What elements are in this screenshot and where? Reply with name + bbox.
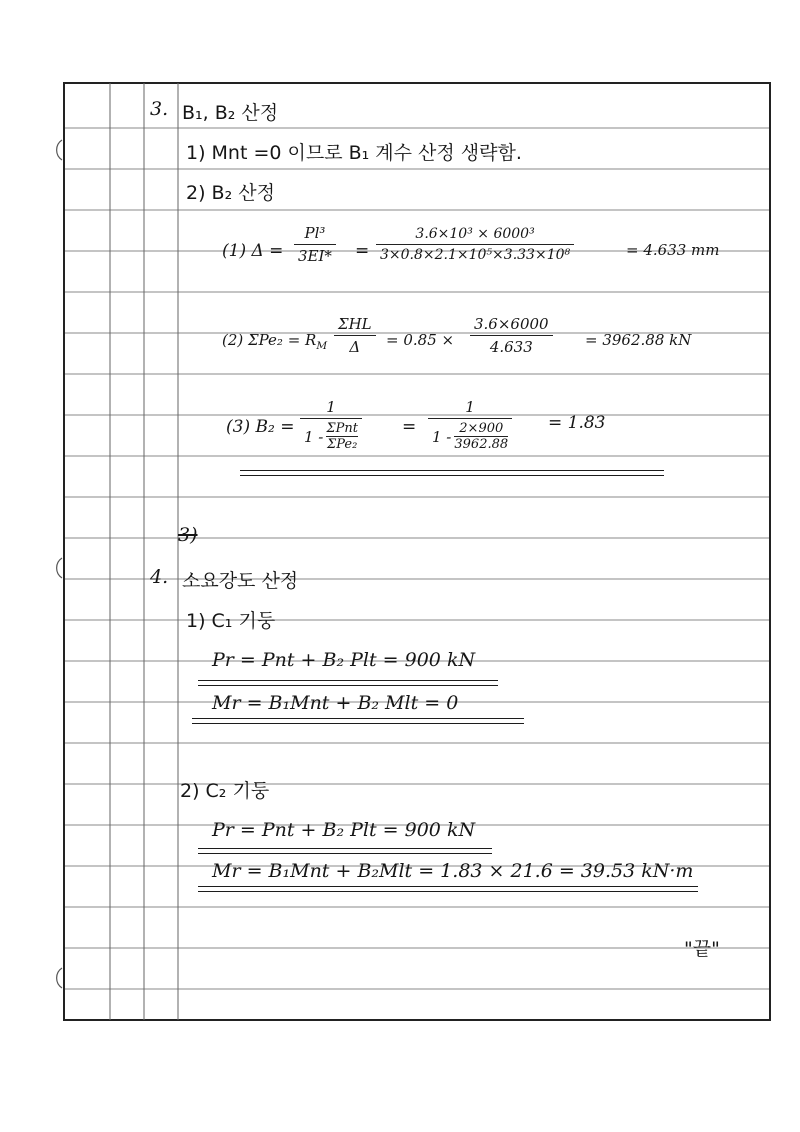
eq3-result: = 1.83 [548, 413, 606, 433]
eq3-f1-inner-den: ΣPe₂ [327, 437, 358, 452]
end-mark: "끝" [684, 938, 720, 960]
eq3-f1-denominator [300, 418, 362, 452]
punch-hole-middle [57, 558, 62, 578]
eq1-label: (1) Δ = [222, 241, 284, 261]
c2-mr-underline-2 [198, 891, 698, 892]
eq3-fraction-1 [300, 398, 362, 452]
eq1-equals: = [355, 241, 370, 261]
section3-number: 3. [150, 98, 169, 120]
eq1-lhs-denominator: 3EI* [294, 244, 336, 265]
c1-mr-underline [192, 718, 524, 719]
eq3-equals: = [402, 417, 417, 437]
eq3-double-underline-1 [240, 470, 664, 471]
c2-title: 2) C₂ 기둥 [180, 780, 270, 802]
eq3-label: (3) B₂ = [226, 417, 295, 437]
c1-pr-underline [198, 680, 498, 681]
c2-mr-underline [198, 886, 698, 887]
eq1-lhs-fraction [294, 224, 336, 265]
eq3-f1-inner-num: ΣPnt [326, 421, 358, 436]
eq3-f1-den-prefix: 1 - [304, 427, 324, 446]
eq1-rhs-fraction [376, 226, 574, 263]
eq2-f1-numerator: ΣHL [338, 315, 372, 333]
eq2-result: = 3962.88 kN [585, 331, 692, 349]
eq2-f1-denominator: Δ [334, 335, 376, 356]
eq3-double-underline-2 [240, 475, 664, 476]
section3-item1: 1) Mnt =0 이므로 B₁ 계수 산정 생략함. [186, 142, 522, 164]
eq3-f2-den-prefix: 1 - [432, 427, 452, 446]
c1-pr-underline-2 [198, 685, 498, 686]
eq3-f2-denominator [428, 418, 512, 452]
c1-mr-equation: Mr = B₁Mnt + B₂ Mlt = 0 [212, 692, 459, 714]
c1-pr-equation: Pr = Pnt + B₂ Plt = 900 kN [212, 649, 476, 671]
eq3-f1-numerator: 1 [326, 398, 336, 416]
punch-hole-bottom [57, 968, 62, 988]
c2-pr-underline [198, 848, 492, 849]
eq3-f2-inner-num: 2×900 [459, 421, 504, 436]
eq1-rhs-denominator: 3×0.8×2.1×10⁵×3.33×10⁸ [376, 244, 574, 263]
c2-mr-equation: Mr = B₁Mnt + B₂Mlt = 1.83 × 21.6 = 39.53 kN·m [212, 860, 694, 882]
eq2-f2-denominator: 4.633 [470, 335, 553, 356]
eq2-label-sub: M [316, 340, 328, 352]
c1-title: 1) C₁ 기둥 [186, 610, 276, 632]
eq3-f1-inner-fraction [326, 421, 358, 452]
eq3-fraction-2 [428, 398, 512, 452]
section3-item2: 2) B₂ 산정 [186, 182, 275, 204]
struck-item: 3) [178, 524, 198, 546]
section4-heading: 소요강도 산정 [182, 570, 299, 592]
eq1-rhs-numerator: 3.6×10³ × 6000³ [415, 226, 535, 242]
eq1-lhs-numerator: Pl³ [304, 224, 326, 242]
eq3-f2-inner-den: 3962.88 [454, 437, 509, 452]
eq2-f2-numerator: 3.6×6000 [474, 315, 549, 333]
eq2-fraction-1 [334, 315, 376, 356]
eq2-label [222, 331, 327, 352]
eq3-f2-inner-fraction [454, 421, 508, 452]
eq1-result: = 4.633 mm [626, 241, 720, 259]
c2-pr-equation: Pr = Pnt + B₂ Plt = 900 kN [212, 819, 476, 841]
section4-number: 4. [150, 566, 169, 588]
eq3-f2-numerator: 1 [465, 398, 475, 416]
eq2-middle: = 0.85 × [386, 331, 455, 349]
c1-mr-underline-2 [192, 723, 524, 724]
section3-heading: B₁, B₂ 산정 [182, 102, 279, 124]
eq2-label-text: (2) ΣPe₂ = R [222, 331, 317, 349]
c2-pr-underline-2 [198, 853, 492, 854]
eq2-fraction-2 [470, 315, 553, 356]
punch-hole-top [57, 140, 62, 160]
